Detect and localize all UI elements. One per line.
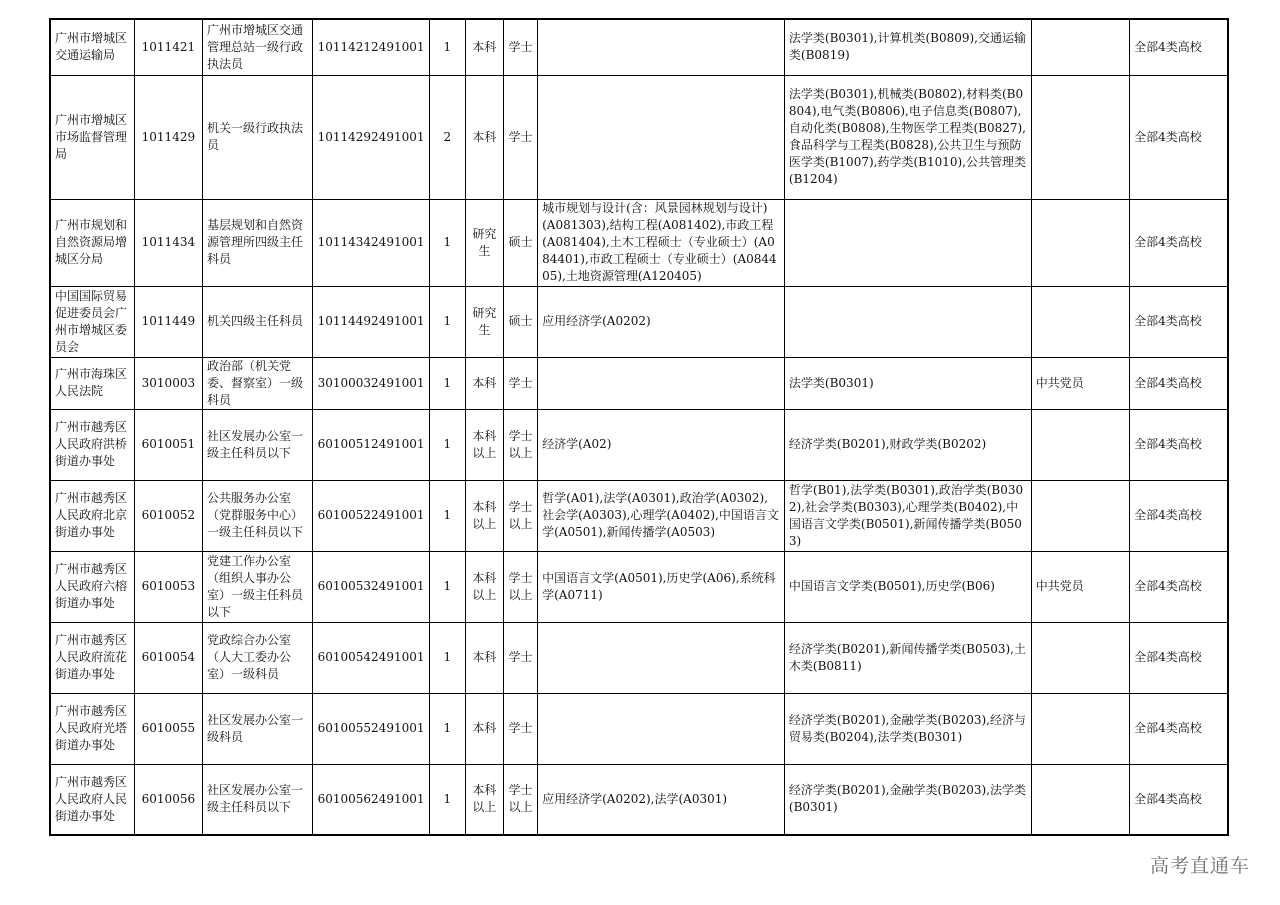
headcount-cell: 1 <box>429 622 465 693</box>
position-code-cell: 60100522491001 <box>313 480 429 551</box>
education-cell: 本科 <box>465 75 503 199</box>
political-status-cell: 中共党员 <box>1031 357 1129 409</box>
position-cell: 广州市增城区交通管理总站一级行政执法员 <box>203 19 313 75</box>
unit-code-cell: 1011434 <box>134 199 202 286</box>
school-type-cell: 全部4类高校 <box>1130 286 1228 357</box>
school-type-cell: 全部4类高校 <box>1130 75 1228 199</box>
position-cell: 社区发展办公室一级科员 <box>203 693 313 764</box>
graduate-major-cell: 城市规划与设计(含：风景园林规划与设计)(A081303),结构工程(A081402),市政工程(A081404),土木工程硕士（专业硕士）(A084401),市政工程硕士（专业硕士）(A084405),土地资源管理(A120405) <box>538 199 785 286</box>
unit-cell: 广州市越秀区人民政府洪桥街道办事处 <box>50 409 134 480</box>
undergraduate-major-cell: 哲学(B01),法学类(B0301),政治学类(B0302),社会学类(B0303),心理学类(B0402),中国语言文学类(B0501),新闻传播学类(B0503) <box>784 480 1031 551</box>
graduate-major-cell <box>538 622 785 693</box>
education-cell: 本科 <box>465 622 503 693</box>
undergraduate-major-cell: 法学类(B0301),机械类(B0802),材料类(B0804),电气类(B0806),电子信息类(B0807),自动化类(B0808),生物医学工程类(B0827),食品科学与工程类(B0828),公共卫生与预防医学类(B1007),药学类(B1010),公共管理类(B1204) <box>784 75 1031 199</box>
unit-cell: 广州市越秀区人民政府光塔街道办事处 <box>50 693 134 764</box>
unit-code-cell: 6010055 <box>134 693 202 764</box>
unit-cell: 中国国际贸易促进委员会广州市增城区委员会 <box>50 286 134 357</box>
degree-cell: 硕士 <box>503 199 537 286</box>
unit-cell: 广州市规划和自然资源局增城区分局 <box>50 199 134 286</box>
political-status-cell <box>1031 199 1129 286</box>
graduate-major-cell <box>538 693 785 764</box>
political-status-cell <box>1031 409 1129 480</box>
degree-cell: 学士以上 <box>503 480 537 551</box>
school-type-cell: 全部4类高校 <box>1130 409 1228 480</box>
position-code-cell: 10114492491001 <box>313 286 429 357</box>
education-cell: 本科以上 <box>465 409 503 480</box>
table-row <box>50 764 1228 835</box>
position-cell: 党建工作办公室（组织人事办公室）一级主任科员以下 <box>203 551 313 622</box>
position-code-cell: 60100542491001 <box>313 622 429 693</box>
position-code-cell: 60100512491001 <box>313 409 429 480</box>
unit-cell: 广州市增城区交通运输局 <box>50 19 134 75</box>
job-table <box>49 18 1229 836</box>
degree-cell: 学士以上 <box>503 551 537 622</box>
table-row <box>50 75 1228 199</box>
school-type-cell: 全部4类高校 <box>1130 622 1228 693</box>
unit-code-cell: 3010003 <box>134 357 202 409</box>
position-cell: 公共服务办公室（党群服务中心）一级主任科员以下 <box>203 480 313 551</box>
political-status-cell <box>1031 286 1129 357</box>
degree-cell: 学士 <box>503 357 537 409</box>
position-cell: 机关一级行政执法员 <box>203 75 313 199</box>
unit-code-cell: 1011449 <box>134 286 202 357</box>
position-cell: 政治部（机关党委、督察室）一级科员 <box>203 357 313 409</box>
unit-cell: 广州市越秀区人民政府人民街道办事处 <box>50 764 134 835</box>
unit-code-cell: 1011429 <box>134 75 202 199</box>
degree-cell: 学士 <box>503 622 537 693</box>
graduate-major-cell: 应用经济学(A0202) <box>538 286 785 357</box>
table-row <box>50 480 1228 551</box>
unit-cell: 广州市越秀区人民政府六榕街道办事处 <box>50 551 134 622</box>
table-row <box>50 409 1228 480</box>
education-cell: 本科 <box>465 357 503 409</box>
school-type-cell: 全部4类高校 <box>1130 764 1228 835</box>
degree-cell: 学士 <box>503 19 537 75</box>
undergraduate-major-cell: 经济学类(B0201),金融学类(B0203),经济与贸易类(B0204),法学类(B0301) <box>784 693 1031 764</box>
graduate-major-cell <box>538 357 785 409</box>
undergraduate-major-cell: 中国语言文学类(B0501),历史学(B06) <box>784 551 1031 622</box>
education-cell: 本科 <box>465 693 503 764</box>
education-cell: 本科以上 <box>465 551 503 622</box>
school-type-cell: 全部4类高校 <box>1130 480 1228 551</box>
position-code-cell: 60100532491001 <box>313 551 429 622</box>
headcount-cell: 1 <box>429 199 465 286</box>
school-type-cell: 全部4类高校 <box>1130 551 1228 622</box>
watermark-text: 高考直通车 <box>1149 855 1250 877</box>
table-row <box>50 199 1228 286</box>
position-cell: 社区发展办公室一级主任科员以下 <box>203 764 313 835</box>
table-row <box>50 622 1228 693</box>
unit-code-cell: 6010052 <box>134 480 202 551</box>
undergraduate-major-cell: 法学类(B0301),计算机类(B0809),交通运输类(B0819) <box>784 19 1031 75</box>
graduate-major-cell: 中国语言文学(A0501),历史学(A06),系统科学(A0711) <box>538 551 785 622</box>
education-cell: 研究生 <box>465 199 503 286</box>
school-type-cell: 全部4类高校 <box>1130 199 1228 286</box>
headcount-cell: 1 <box>429 693 465 764</box>
education-cell: 本科 <box>465 19 503 75</box>
undergraduate-major-cell: 法学类(B0301) <box>784 357 1031 409</box>
unit-cell: 广州市增城区市场监督管理局 <box>50 75 134 199</box>
unit-code-cell: 1011421 <box>134 19 202 75</box>
unit-cell: 广州市越秀区人民政府北京街道办事处 <box>50 480 134 551</box>
political-status-cell <box>1031 693 1129 764</box>
degree-cell: 学士以上 <box>503 409 537 480</box>
headcount-cell: 1 <box>429 551 465 622</box>
undergraduate-major-cell <box>784 286 1031 357</box>
unit-code-cell: 6010054 <box>134 622 202 693</box>
position-code-cell: 10114342491001 <box>313 199 429 286</box>
school-type-cell: 全部4类高校 <box>1130 693 1228 764</box>
undergraduate-major-cell: 经济学类(B0201),金融学类(B0203),法学类(B0301) <box>784 764 1031 835</box>
unit-cell: 广州市海珠区人民法院 <box>50 357 134 409</box>
headcount-cell: 2 <box>429 75 465 199</box>
position-cell: 社区发展办公室一级主任科员以下 <box>203 409 313 480</box>
political-status-cell <box>1031 19 1129 75</box>
position-code-cell: 10114212491001 <box>313 19 429 75</box>
undergraduate-major-cell <box>784 199 1031 286</box>
unit-code-cell: 6010056 <box>134 764 202 835</box>
undergraduate-major-cell: 经济学类(B0201),财政学类(B0202) <box>784 409 1031 480</box>
degree-cell: 学士 <box>503 693 537 764</box>
position-cell: 机关四级主任科员 <box>203 286 313 357</box>
table-row <box>50 286 1228 357</box>
education-cell: 本科以上 <box>465 764 503 835</box>
position-code-cell: 10114292491001 <box>313 75 429 199</box>
education-cell: 本科以上 <box>465 480 503 551</box>
table-row <box>50 551 1228 622</box>
position-cell: 基层规划和自然资源管理所四级主任科员 <box>203 199 313 286</box>
headcount-cell: 1 <box>429 480 465 551</box>
headcount-cell: 1 <box>429 286 465 357</box>
degree-cell: 学士以上 <box>503 764 537 835</box>
table-row <box>50 357 1228 409</box>
graduate-major-cell <box>538 75 785 199</box>
position-cell: 党政综合办公室（人大工委办公室）一级科员 <box>203 622 313 693</box>
unit-cell: 广州市越秀区人民政府流花街道办事处 <box>50 622 134 693</box>
headcount-cell: 1 <box>429 19 465 75</box>
headcount-cell: 1 <box>429 764 465 835</box>
graduate-major-cell: 经济学(A02) <box>538 409 785 480</box>
graduate-major-cell: 应用经济学(A0202),法学(A0301) <box>538 764 785 835</box>
school-type-cell: 全部4类高校 <box>1130 357 1228 409</box>
graduate-major-cell: 哲学(A01),法学(A0301),政治学(A0302),社会学(A0303),心理学(A0402),中国语言文学(A0501),新闻传播学(A0503) <box>538 480 785 551</box>
position-code-cell: 30100032491001 <box>313 357 429 409</box>
table-row <box>50 693 1228 764</box>
political-status-cell <box>1031 75 1129 199</box>
degree-cell: 硕士 <box>503 286 537 357</box>
unit-code-cell: 6010051 <box>134 409 202 480</box>
graduate-major-cell <box>538 19 785 75</box>
political-status-cell <box>1031 480 1129 551</box>
headcount-cell: 1 <box>429 409 465 480</box>
political-status-cell: 中共党员 <box>1031 551 1129 622</box>
political-status-cell <box>1031 764 1129 835</box>
table-body <box>50 19 1228 835</box>
headcount-cell: 1 <box>429 357 465 409</box>
table-row <box>50 19 1228 75</box>
education-cell: 研究生 <box>465 286 503 357</box>
position-code-cell: 60100562491001 <box>313 764 429 835</box>
unit-code-cell: 6010053 <box>134 551 202 622</box>
position-code-cell: 60100552491001 <box>313 693 429 764</box>
political-status-cell <box>1031 622 1129 693</box>
undergraduate-major-cell: 经济学类(B0201),新闻传播学类(B0503),土木类(B0811) <box>784 622 1031 693</box>
degree-cell: 学士 <box>503 75 537 199</box>
school-type-cell: 全部4类高校 <box>1130 19 1228 75</box>
